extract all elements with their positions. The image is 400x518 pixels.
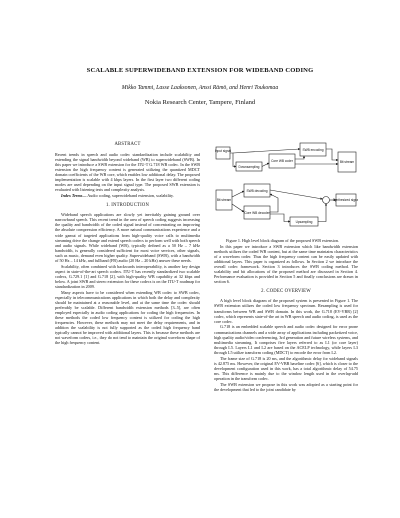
section-2-heading: 2. CODEC OVERVIEW [261,289,311,295]
block-diagram-svg [214,142,358,238]
fig-synthesized-signal: Synthesized signal [332,198,358,202]
figure-1-caption: Figure 1. High level block diagram of the proposed SWB extension. [226,238,339,243]
index-terms-text: Audio coding, superwideband extension, scalability. [86,193,174,199]
right-column [214,244,358,392]
overview-paragraph-4: The SWB extension we propose in this work was adopted as a starting point for the development that led to the joint candidate by [214,381,358,392]
intro-paragraph-1: Wideband speech applications are slowly yet inevitably gaining ground over narrowband speech. This recent trend in the area of speech coding suggests increasing the quality and bandwidth of the coded signal instead of concentrating on improving the absolute compression efficiency. A more natural communications experience and a wide gamut of targeted applications from high-quality voice calls to multimedia streaming drive the change and extend speech codecs to perform well with both speech and audio signals. While wideband (WB), typically defined as a 50 Hz – 7 kHz bandwidth, is generally considered sufficient for most voice services, other signals, such as music, demand even higher quality. Superwideband (SWB), with a bandwidth of 50 Hz – 14 kHz, and fullband (FB) audio (20 Hz – 20 kHz) answer these needs. [55,212,200,263]
left-column [55,142,200,346]
fig-core-wb-decoder: Core WB decoder [244,211,270,215]
fig-downsampling: Downsampling [238,165,260,169]
index-terms [55,193,200,198]
fig-swb-decoding: SWB decoding [246,189,268,193]
summation-node [323,197,330,204]
abstract-heading: ABSTRACT [114,142,141,147]
fig-swb-encoding: SWB encoding [302,148,324,152]
paper-authors: Mikko Tammi, Lasse Laaksonen, Anssi Rämö, and Henri Toukomaa [121,85,279,91]
overview-paragraph-1: A high level block diagram of the proposed system is presented in Figure 1. The SWB extension utilizes the coded low frequency spectrum. Resampling is used for transforms between WB and SWB domain. In this work, the G.718 (EV-VBR) [2] codec, which represents state-of-the art in WB speech and audio coding, is used as the core codec. [214,298,358,324]
intro-paragraph-2: Scalability, often combined with backwards interoperability, is another key design aspect in state-of-the-art speech codecs. ITU-T has recently standardized two scalable codecs, G.729.1 [1] and G.718 [2], with high-quality WB capability at 32 kbps and below. A joint SWB and stereo extension for these codecs is on the ITU-T roadmap for standardization in 2009. [55,263,200,289]
overview-paragraph-2: G.718 is an embedded scalable speech and audio codec designed for error prone communications channels and a wide array of applications including packetized voice, high quality audio/video conferencing, 3rd generation and future wireless systems, and multimedia streaming. It comprises five layers referred to as L1 (or core layer) through L5. Layers L1 and L2 are based on the ACELP technology, while layers L3 through L5 utilize transform coding (MDCT) to encode the error from L2. [214,324,358,355]
intro-paragraph-3: Many aspects have to be considered when extending WB codec to SWB codec, especially in telecommunications applications in which both the delay and complexity should be maintained at a reasonable level, and at the same time the codec should preferably be scalable. Different bandwidth extension methods [3–5], are often employed especially in audio coding applications for coding the high frequencies. In these methods the coded low frequency content is utilized for coding the high frequencies. However, these methods may not meet the delay requirements, and in addition the scalability is not fully supported as the coded high frequency band typically cannot be improved with additional layers. This is because these methods are not waveform coders, i.e., they do not tend to maintain the original waveform shape of the high frequency content. [55,289,200,346]
fig-upsampling: Upsampling [295,220,313,224]
abstract-text: Recent trends in speech and audio codec standardization include scalability and extending the signal bandwidth beyond wideband (WB) to superwideband (SWB). In this paper we introduce a SWB extension for the ITU-T G.718 WB codec. In the SWB extension the high frequency content is generated utilizing the quantized MDCT domain coefficients of the WB core, which enables low additional delay. The proposed implementation is scalable with 4 kbps layers. In the first layer two different coding modes are used depending on the input signal type. The proposed SWB extension is evaluated with listening tests and complexity analysis. [55,152,200,193]
fig-core-wb-coder: Core WB coder [271,159,293,163]
figure-1-block-diagram [214,142,358,242]
fig-input-signal: Input signal [214,149,232,153]
intro-paragraph-4: In this paper we introduce a SWB extension which like bandwidth extension methods utilizes the coded WB content, but at the same time maintains characteristics of a waveform coder. Thus the high frequency content can be easily updated with additional layers. This paper is organized as follows. In Section 2 we introduce the overall codec framework. Section 3 introduces the SWB coding method. The scalability and bit allocations of the proposed method are discussed in Section 4. Performance evaluation is provided in Section 5 and finally conclusions are drawn in section 6. [214,244,358,285]
fig-bit-stream-left: Bit stream [216,198,232,202]
fig-bit-stream-right: Bit stream [339,160,355,164]
overview-paragraph-3: The frame size of G.718 is 20 ms, and the algorithmic delay for wideband signals is 42.875 ms. However, the original EV-VBR baseline codec [6], which is closer to the development configuration used in this work, has a total algorithmic delay of 54.75 ms. This difference is mainly due to the window length used in the overlap-add operation in the transform codec. [214,355,358,381]
index-terms-label: Index Terms— [61,193,87,199]
section-1-heading: 1. INTRODUCTION [105,203,150,209]
paper-title: SCALABLE SUPERWIDEBAND EXTENSION FOR WIDEBAND CODING [86,67,314,74]
paper-affiliation: Nokia Research Center, Tampere, Finland [144,99,256,106]
